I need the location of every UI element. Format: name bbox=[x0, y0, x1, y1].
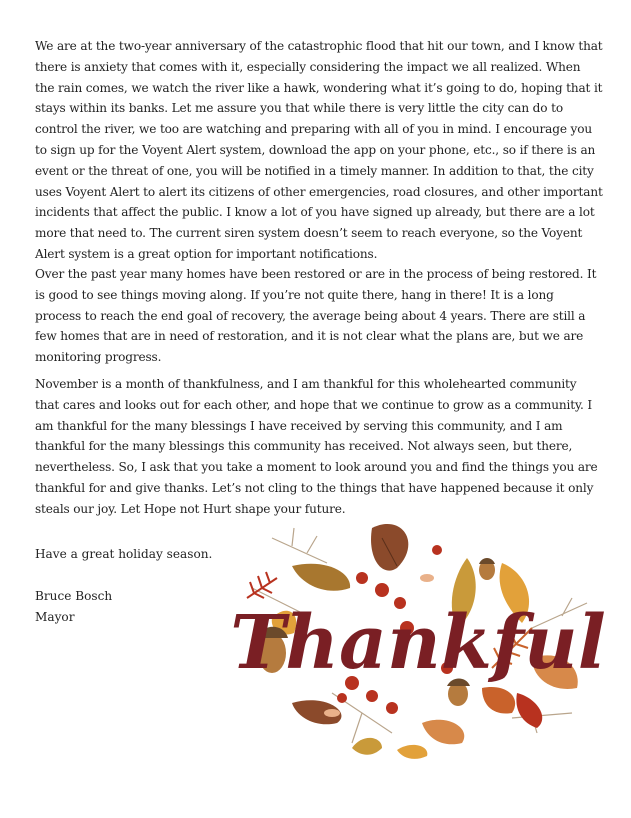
signer-name: Bruce Bosch bbox=[35, 589, 113, 603]
paragraph-flood-anniversary: We are at the two-year anniversary of the catastrophic flood that hit our town, and I know that there is anxiety that comes with it, especially considering the impact we all realized. When the rain comes, we watch the river like a hawk, wondering what it’s going to do, hoping that it stays within its banks. Let me assure you that while there is very little the city can do to control the river, we too are watching and preparing with all of you in mind. I encourage you to sign up for the Voyent Alert system, download the app on your phone, etc., so if there is an event or the threat of one, you will be notified in a timely manner. In addition to that, the city uses Voyent Alert to alert its citizens of other emergencies, road closures, and other important incidents that affect the public. I know a lot of you have signed up already, but there are a lot more that need to. The current siren system doesn’t seem to reach everyone, so the Voyent Alert system is a great option for important notifications. bbox=[35, 39, 603, 261]
signer-title: Mayor bbox=[35, 610, 75, 624]
paragraph-home-restoration: Over the past year many homes have been restored or are in the process of being restored. It is good to see things moving along. If you’re not quite there, hang in there! It is a long process to reach the end goal of recovery, the average being about 4 years. There are still a few homes that are in need of restoration, and it is not clear what the plans are, but we are monitoring progress. bbox=[35, 267, 597, 365]
thankful-illustration bbox=[232, 518, 604, 768]
closing-line: Have a great holiday season. bbox=[35, 547, 213, 561]
autumn-leaves-icon bbox=[232, 518, 604, 768]
thankful-word: Thankful bbox=[232, 600, 604, 686]
paragraph-thankfulness: November is a month of thankfulness, and I am thankful for this wholehearted community that cares and looks out for each other, and hope that we continue to grow as a community. I am thankful for the many blessings I have received by serving this community, and I am thankful for the many blessings this community has received. Not always seen, but there, nevertheless. So, I ask that you take a moment to look around you and find the things you are thankful for and give thanks. Let’s not cling to the things that have happened because it only steals our joy. Let Hope not Hurt shape your future. bbox=[35, 377, 598, 516]
